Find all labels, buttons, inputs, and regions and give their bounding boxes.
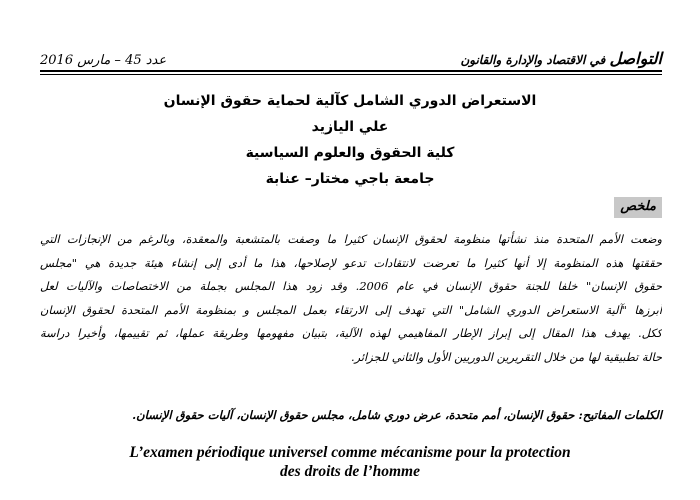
faculty-name: كلية الحقوق والعلوم السياسية [245, 145, 455, 161]
article-title: الاستعراض الدوري الشامل كآلية لحماية حقوق الإنسان [163, 93, 537, 109]
french-title-line-2: des droits de l’homme [280, 463, 420, 480]
header-rule-thick [40, 70, 662, 72]
issue-info: عدد 45 – مارس 2016 [40, 53, 167, 68]
abstract-heading: ملخص [614, 197, 662, 218]
journal-name-main: التواصل [609, 49, 662, 68]
abstract-line: حقوق الإنسان" خلفا للجنة حقوق الإنسان في عام 2006. وقد زود هذا المجلس بجملة من الاختصاصات والآليات لعل [40, 279, 662, 293]
journal-name-rest: في الاقتصاد والإدارة والقانون [460, 53, 606, 67]
title-block [60, 90, 640, 194]
abstract-line: وضعت الأمم المتحدة منذ نشأتها منظومة لحقوق الإنسان كثيرا ما وصفت بالمتشعبة والمعقدة، وبالرغم من الإنجازات التي [40, 232, 662, 246]
french-title [80, 443, 620, 481]
author-name: علي اليازيد [311, 119, 389, 135]
abstract-line: أبرزها "آلية الاستعراض الدوري الشامل" التي تهدف إلى الارتقاء بعمل المجلس و بمنظومة الأمم المتحدة لحقوق الإنسان [40, 302, 662, 317]
abstract-line: ككل. يهدف هذا المقال إلى إبراز الإطار المفاهيمي لهذه الآلية، بتبيان مفهومها وطريقة عملها، ثم تقييمها، وأخيرا دراسة [40, 326, 662, 340]
abstract-body [40, 228, 662, 369]
french-title-line-1: L’examen périodique universel comme mécanisme pour la protection [129, 444, 571, 461]
running-header [40, 42, 662, 68]
journal-name [460, 49, 662, 68]
keywords: الكلمات المفاتيح: حقوق الإنسان، أمم متحدة، عرض دوري شامل، مجلس حقوق الإنسان، آليات حقوق الإنسان. [132, 408, 662, 422]
abstract-line: حالة تطبيقية لها من خلال التقريرين الدوريين الأول والثاني للجزائر. [350, 349, 662, 364]
abstract-line: حققتها هذه المنظومة إلا أنها كثيرا ما تعرضت لانتقادات تدعو لإصلاحها، هذا ما أدى إلى إنشاء هيئة جديدة هي "مجلس [40, 255, 662, 270]
header-rule-thin [40, 74, 662, 75]
university-name: جامعة باجي مختار– عنابة [265, 171, 435, 187]
